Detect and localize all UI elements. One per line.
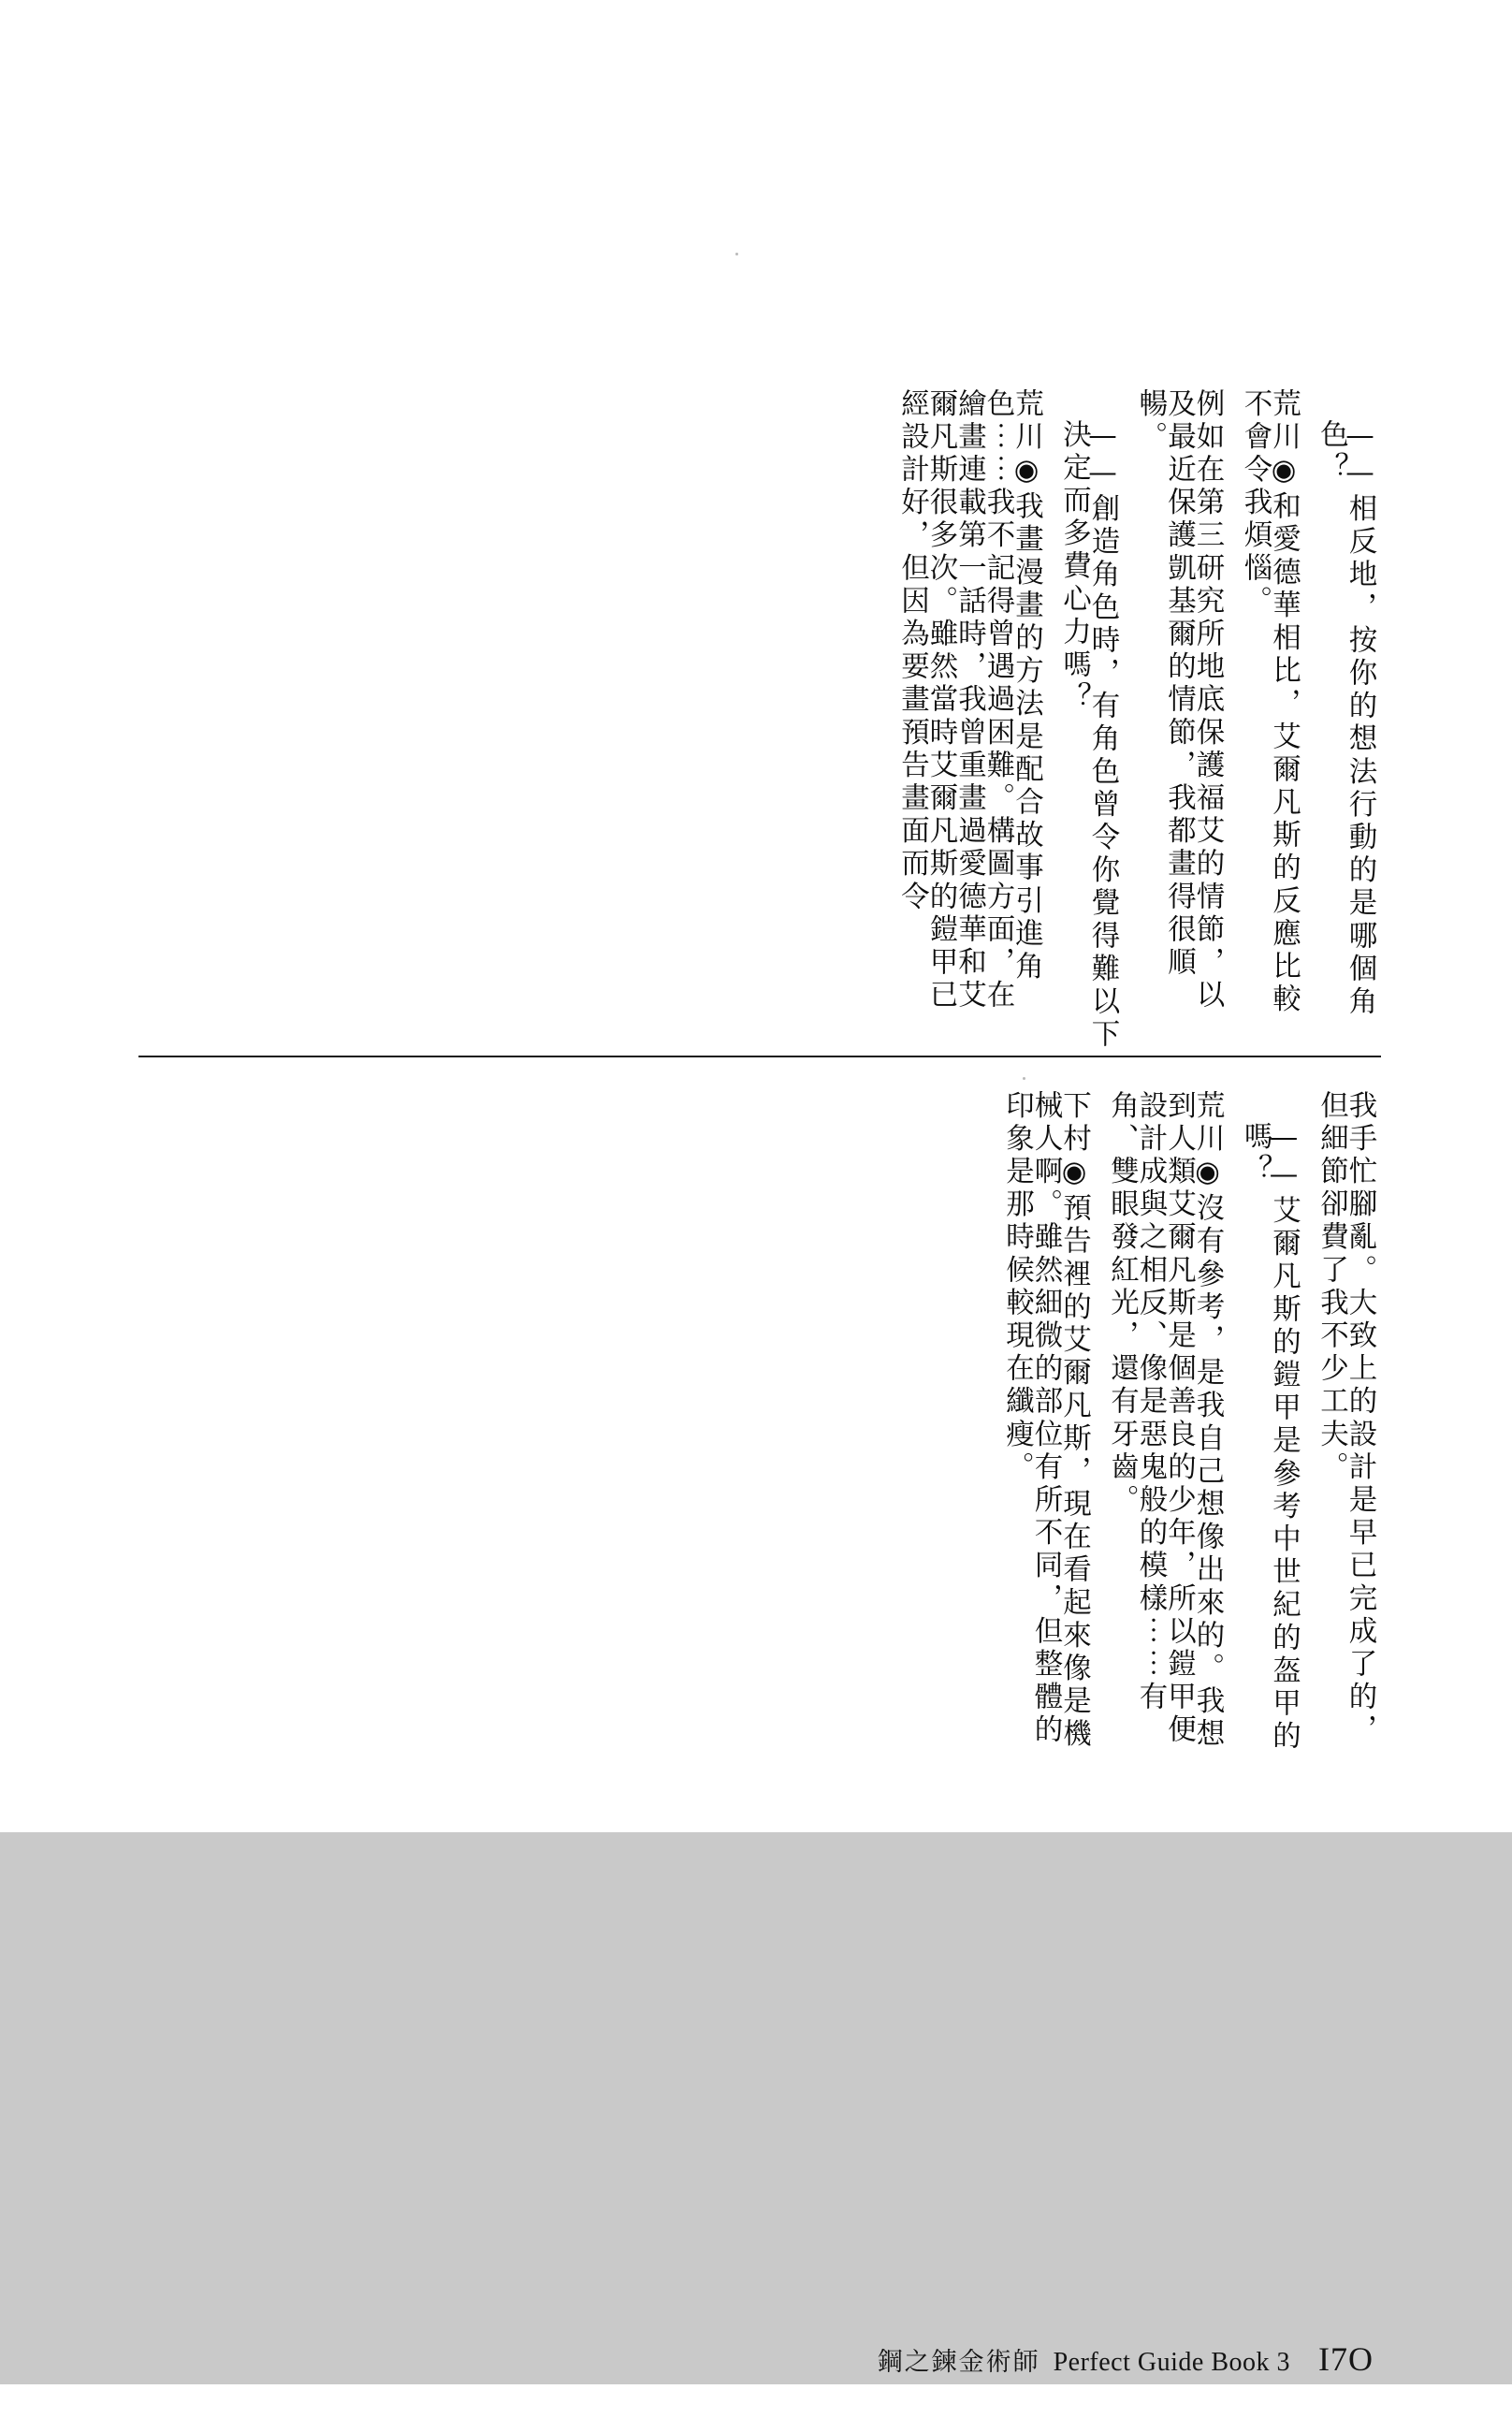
section-divider: [138, 1056, 1381, 1057]
text-column: 荒川◉和愛德華相比，艾爾凡斯的反應比較不會令我煩惱。: [1239, 388, 1301, 1017]
text-column: ——相反地，按你的想法行動的是哪個角色？: [1315, 419, 1376, 1019]
interview-text-top: [129, 388, 1376, 1052]
text-column: ——創造角色時，有角色曾令你覺得難以下決定而多費心力嗎？: [1057, 419, 1119, 1052]
text-column: 荒川◉我畫漫畫的方法是配合故事引進角色⋯⋯我不記得曾遇過困難。構圖方面，在繪畫連載第一話時，我曾重畫過愛德華和艾爾凡斯很多次。雖然當時艾爾凡斯的鎧甲已經設計好，但因為要畫預告畫面而令: [895, 388, 1043, 1013]
footer-title-en: Perfect Guide Book 3: [1053, 2348, 1290, 2377]
text-column: 我手忙腳亂。大致上的設計是早已完成了的，但細節卻費了我不少工夫。: [1315, 1090, 1376, 1747]
registration-dot: [1023, 1077, 1025, 1080]
text-column: 荒川◉沒有參考，是我自己想像出來的。我想到人類艾爾凡斯是個善良的少年，所以鎧甲便設計成與之相反、像是惡鬼般的模樣⋯⋯有角、雙眼發紅光，還有牙齒。: [1105, 1090, 1224, 1752]
interview-text-bottom: [129, 1090, 1374, 1764]
text-column: 例如在第三研究所地底保護福艾的情節，以及最近保護凱基爾的情節，我都畫得很順暢。: [1134, 388, 1224, 1013]
text-column: ——艾爾凡斯的鎧甲是參考中世紀的盔甲的嗎？: [1239, 1121, 1301, 1754]
registration-dot: [735, 253, 738, 255]
footer-title-cjk: 鋼之鍊金術師: [877, 2348, 1040, 2377]
page-number: I7O: [1318, 2340, 1374, 2378]
page-footer: [878, 2339, 1374, 2379]
image-panel: [0, 1832, 1512, 2384]
text-column: 下村◉預告裡的艾爾凡斯，現在看起來像是機械人啊。雖然細微的部位有所不同，但整體的印象是那時候較現在纖瘦。: [1000, 1090, 1091, 1752]
